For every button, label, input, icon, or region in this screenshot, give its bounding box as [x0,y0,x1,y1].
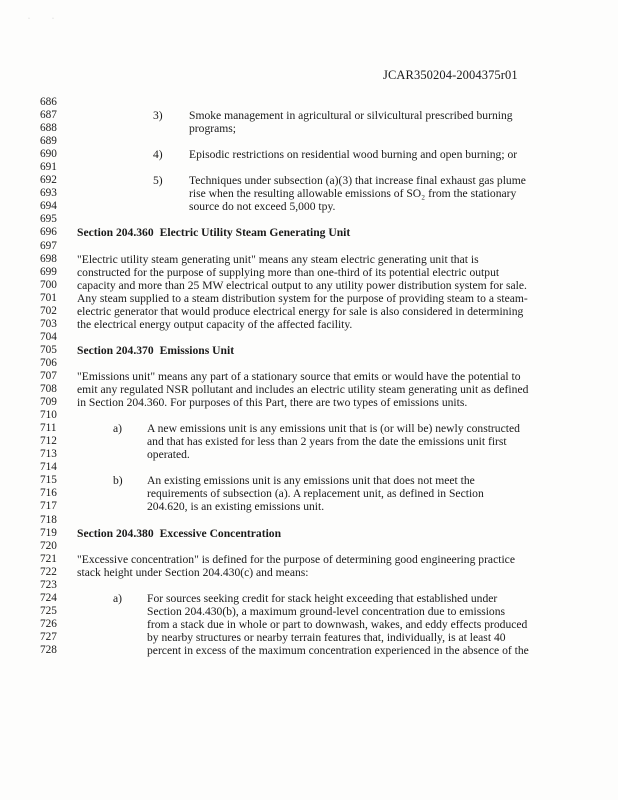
line-720 [0,540,618,553]
line-number: 698 [40,252,57,265]
line-number: 712 [40,435,57,448]
item-label: b) [113,474,123,488]
item-label: 5) [153,174,163,188]
line-text: programs; [189,122,237,136]
scan-specks: · · [28,16,54,22]
line-number: 694 [40,200,57,213]
line-692 [0,174,618,187]
line-695 [0,213,618,226]
line-688 [0,122,618,135]
line-number: 728 [40,643,57,656]
line-number: 699 [40,265,57,278]
line-number: 689 [40,135,57,148]
line-number: 701 [40,291,57,304]
line-704 [0,331,618,344]
line-726 [0,618,618,631]
line-705 [0,344,618,357]
line-text: in Section 204.360. For purposes of this Part, there are two types of emissions units. [77,396,468,410]
section-number: Section 204.370 [77,343,154,357]
item-label: 4) [153,148,163,162]
line-number: 717 [40,500,57,513]
line-717 [0,500,618,513]
line-number: 721 [40,552,57,565]
line-715 [0,474,618,487]
line-text: For sources seeking credit for stack height exceeding that established under [147,591,498,605]
line-number: 709 [40,396,57,409]
line-number: 710 [40,409,57,422]
line-text: stack height under Section 204.430(c) and means: [77,565,309,579]
line-713 [0,448,618,461]
line-text: Smoke management in agricultural or silvicultural prescribed burning [189,109,513,123]
line-text: "Emissions unit" means any part of a stationary source that emits or would have the potential to [77,369,521,383]
line-691 [0,161,618,174]
section-heading-370 [77,344,234,357]
line-number: 690 [40,148,57,161]
line-702 [0,305,618,318]
section-title: Excessive Concentration [159,526,282,540]
section-heading-380 [77,527,281,540]
line-number: 718 [40,513,57,526]
line-699 [0,266,618,279]
line-725 [0,605,618,618]
section-title: Emissions Unit [159,343,235,357]
line-718 [0,514,618,527]
line-708 [0,383,618,396]
line-number: 726 [40,617,57,630]
line-number: 719 [40,526,57,539]
line-number: 693 [40,187,57,200]
line-687 [0,109,618,122]
line-text: "Electric utility steam generating unit" means any steam electric generating unit that is [77,252,479,266]
line-719 [0,527,618,540]
line-712 [0,435,618,448]
line-number: 724 [40,591,57,604]
line-693 [0,187,618,200]
line-number: 702 [40,304,57,317]
document-body [0,96,618,657]
line-number: 713 [40,448,57,461]
item-label: 3) [153,109,163,123]
line-number: 696 [40,226,57,239]
line-text: Episodic restrictions on residential wood burning and open burning; or [189,148,518,162]
line-707 [0,370,618,383]
line-686 [0,96,618,109]
line-number: 723 [40,578,57,591]
line-697 [0,240,618,253]
line-number: 707 [40,369,57,382]
line-709 [0,396,618,409]
line-text: An existing emissions unit is any emissions unit that does not meet the [147,474,475,488]
line-number: 708 [40,383,57,396]
line-text: percent in excess of the maximum concentration experienced in the absence of the [147,643,529,657]
line-number: 703 [40,317,57,330]
line-724 [0,592,618,605]
line-number: 715 [40,474,57,487]
line-text: capacity and more than 25 MW electrical output to any utility power distribution system for sale. [77,278,527,292]
line-728 [0,644,618,657]
line-701 [0,292,618,305]
line-text: requirements of subsection (a). A replacement unit, as defined in Section [147,487,484,501]
line-text: operated. [147,448,190,462]
line-689 [0,135,618,148]
line-number: 692 [40,174,57,187]
document-id: JCAR350204-2004375r01 [383,68,518,82]
line-698 [0,253,618,266]
line-number: 711 [40,422,57,435]
line-700 [0,279,618,292]
section-number: Section 204.360 [77,226,154,240]
line-706 [0,357,618,370]
item-label: a) [113,422,123,436]
line-number: 695 [40,213,57,226]
line-number: 725 [40,604,57,617]
line-text: Any steam supplied to a steam distribution system for the purpose of providing steam to a steam- [77,291,528,305]
line-696 [0,226,618,239]
line-711 [0,422,618,435]
line-703 [0,318,618,331]
line-text: source do not exceed 5,000 tpy. [189,200,336,214]
line-text: the electrical energy output capacity of the affected facility. [77,317,353,331]
line-text: by nearby structures or nearby terrain features that, individually, is at least 40 [147,630,506,644]
line-text: constructed for the purpose of supplying more than one-third of its potential electric output [77,265,500,279]
item-label: a) [113,591,123,605]
line-number: 691 [40,161,57,174]
line-text: 204.620, is an existing emissions unit. [147,500,325,514]
line-number: 722 [40,565,57,578]
line-number: 688 [40,122,57,135]
line-text: "Excessive concentration" is defined for the purpose of determining good engineering practice [77,552,515,566]
line-722 [0,566,618,579]
line-number: 686 [40,96,57,108]
line-number: 697 [40,239,57,252]
line-690 [0,148,618,161]
section-heading-360 [77,226,350,239]
line-number: 706 [40,356,57,369]
line-number: 720 [40,539,57,552]
line-number: 687 [40,109,57,122]
line-text: Techniques under subsection (a)(3) that increase final exhaust gas plume [189,174,526,188]
line-number: 714 [40,461,57,474]
line-number: 716 [40,487,57,500]
line-text: and that has existed for less than 2 years from the date the emissions unit first [147,435,507,449]
line-710 [0,409,618,422]
line-716 [0,487,618,500]
line-694 [0,200,618,213]
line-number: 704 [40,330,57,343]
section-number: Section 204.380 [77,526,154,540]
line-723 [0,579,618,592]
line-text: Section 204.430(b), a maximum ground-level concentration due to emissions [147,604,506,618]
line-721 [0,553,618,566]
line-number: 700 [40,278,57,291]
line-text: electric generator that would produce electrical energy for sale is also considered in determining [77,304,524,318]
line-text: A new emissions unit is any emissions unit that is (or will be) newly constructed [147,422,520,436]
line-number: 705 [40,343,57,356]
line-text: emit any regulated NSR pollutant and includes an electric utility steam generating unit as defined [77,383,529,397]
line-text: from a stack due in whole or part to downwash, wakes, and eddy effects produced [147,617,528,631]
line-number: 727 [40,630,57,643]
section-title: Electric Utility Steam Generating Unit [159,226,351,240]
line-text: rise when the resulting allowable emissions of SO₂ from the stationary [189,187,517,201]
line-727 [0,631,618,644]
line-714 [0,461,618,474]
